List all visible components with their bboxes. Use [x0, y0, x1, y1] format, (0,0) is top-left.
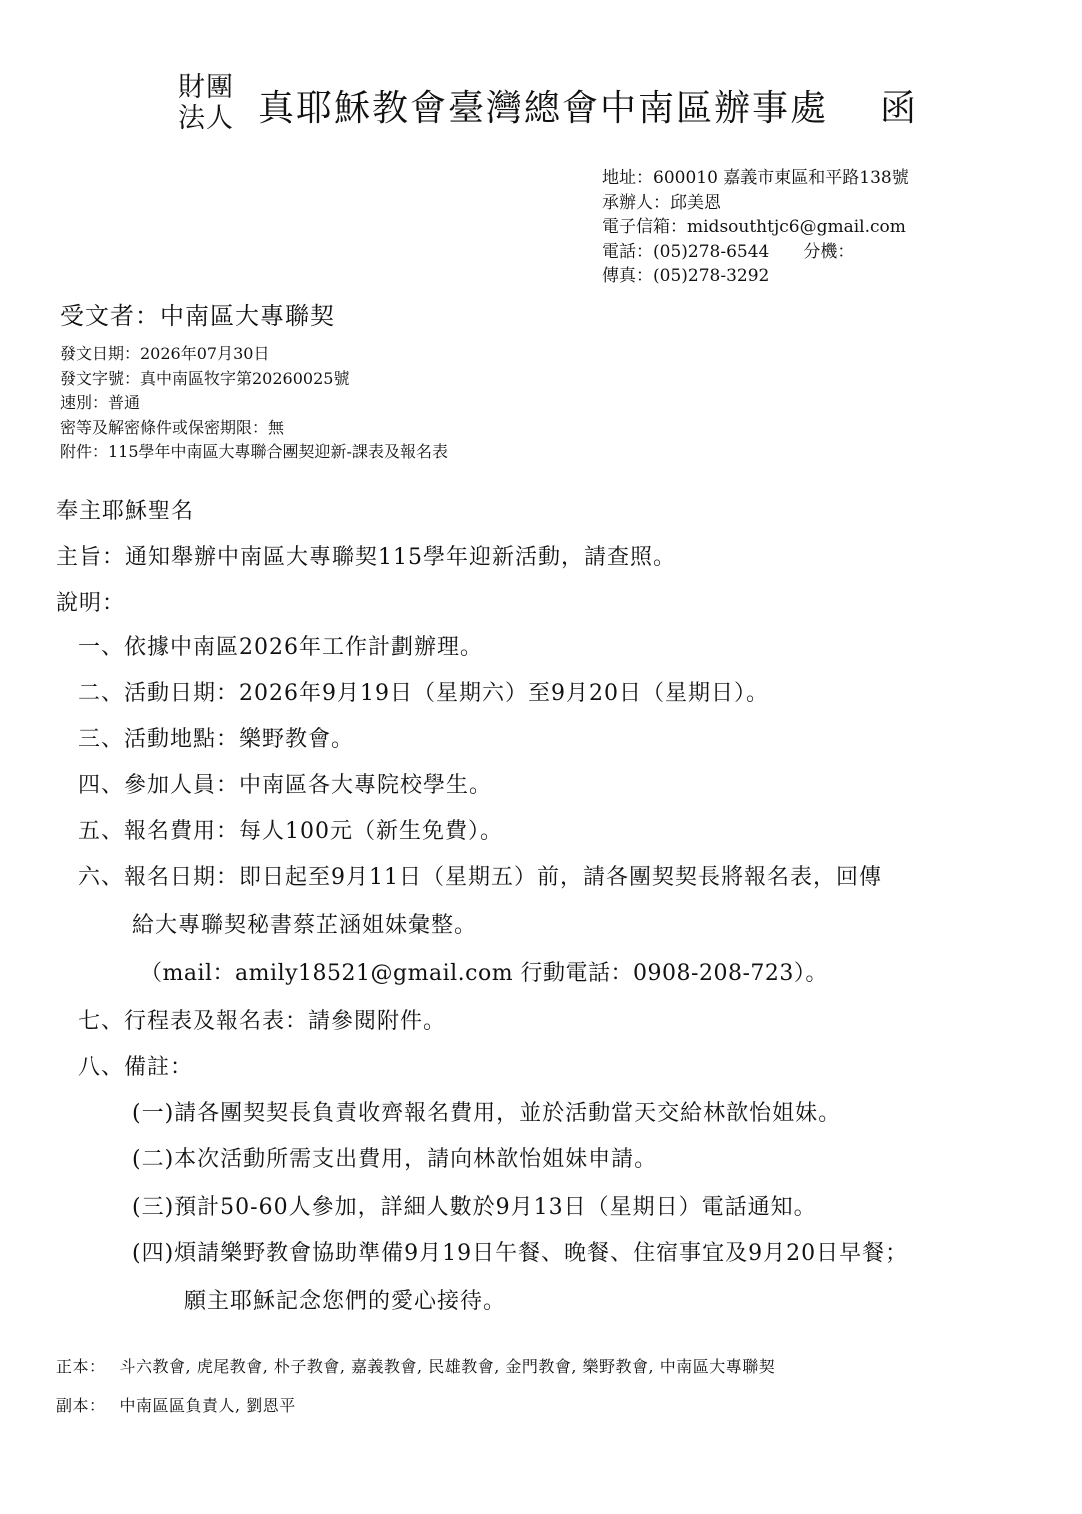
distribution-copy-label: 副本： [56, 1396, 106, 1415]
item-8: 八、備註： [78, 1055, 194, 1080]
contact-phone: 電話：(05)278-6544 [602, 241, 770, 262]
distribution-copy [56, 1393, 296, 1416]
contact-block [602, 166, 909, 289]
distribution-main [56, 1354, 775, 1377]
org-prefix-line2: 法人 [178, 103, 234, 134]
speed-class: 速別：普通 [60, 393, 141, 412]
contact-extension: 分機： [803, 241, 855, 262]
meta-block [60, 342, 448, 465]
item-1: 一、依據中南區2026年工作計劃辦理。 [78, 635, 483, 660]
org-prefix [178, 72, 234, 134]
organization-name: 真耶穌教會臺灣總會中南區辦事處 [258, 88, 829, 129]
note-4: (四)煩請樂野教會協助準備9月19日午餐、晚餐、住宿事宜及9月20日早餐； [132, 1241, 909, 1266]
note-3: (三)預計50-60人參加，詳細人數於9月13日（星期日）電話通知。 [132, 1195, 817, 1220]
description-label: 說明： [56, 591, 126, 616]
note-4-continued: 願主耶穌記念您們的愛心接待。 [184, 1289, 507, 1314]
item-3: 三、活動地點：樂野教會。 [78, 727, 355, 752]
distribution-main-list: 斗六教會, 虎尾教會, 朴子教會, 嘉義教會, 民雄教會, 金門教會, 樂野教會, 中南區大專聯契 [119, 1357, 776, 1376]
greeting: 奉主耶穌聖名 [56, 499, 195, 524]
contact-phone-row [602, 240, 909, 265]
recipient: 受文者：中南區大專聯契 [60, 302, 335, 330]
issue-date: 發文日期：2026年07月30日 [60, 344, 270, 363]
document-type: 函 [880, 88, 917, 129]
item-7: 七、行程表及報名表：請參閱附件。 [78, 1009, 447, 1034]
contact-fax: 傳真：(05)278-3292 [602, 266, 770, 286]
contact-address: 地址：600010 嘉義市東區和平路138號 [602, 168, 909, 188]
distribution-main-label: 正本： [56, 1357, 106, 1376]
item-5: 五、報名費用：每人100元（新生免費）。 [78, 819, 503, 844]
item-6: 六、報名日期：即日起至9月11日（星期五）前，請各團契契長將報名表，回傳 [78, 865, 882, 890]
distribution-copy-list: 中南區區負責人, 劉恩平 [119, 1396, 296, 1415]
subject: 主旨：通知舉辦中南區大專聯契115學年迎新活動，請查照。 [56, 545, 676, 570]
item-6-continued: 給大專聯契秘書蔡芷涵姐妹彙整。 [132, 913, 478, 938]
security-level: 密等及解密條件或保密期限：無 [60, 417, 285, 437]
note-2: (二)本次活動所需支出費用，請向林歆怡姐妹申請。 [132, 1147, 658, 1172]
attachment: 附件：115學年中南區大專聯合團契迎新-課表及報名表 [60, 442, 448, 461]
item-4: 四、參加人員：中南區各大專院校學生。 [78, 773, 493, 798]
org-prefix-line1: 財團 [178, 72, 234, 103]
item-2: 二、活動日期：2026年9月19日（星期六）至9月20日（星期日）。 [78, 681, 769, 706]
issue-number: 發文字號：真中南區牧字第20260025號 [60, 368, 350, 388]
note-1: (一)請各團契契長負責收齊報名費用，並於活動當天交給林歆怡姐妹。 [132, 1101, 842, 1126]
contact-email: 電子信箱：midsouthtjc6@gmail.com [602, 217, 906, 237]
contact-handler: 承辦人：邱美恩 [602, 192, 721, 213]
item-6-contact: （mail：amily18521@gmail.com 行動電話：0908-208-723）。 [140, 961, 828, 986]
